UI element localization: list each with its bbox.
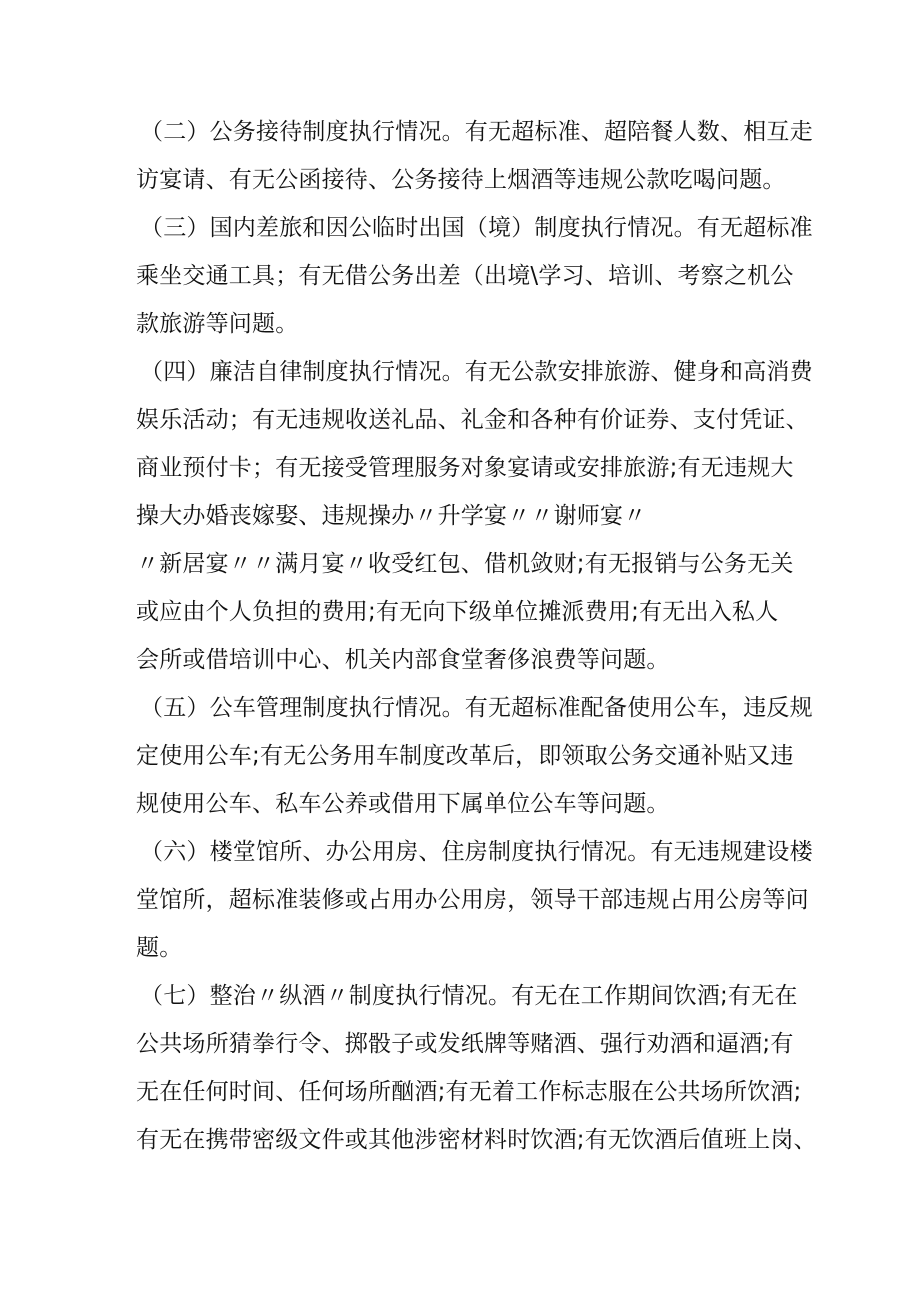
- section-2-line-1: （二）公务接待制度执行情况。有无超标准、超陪餐人数、相互走: [140, 119, 813, 145]
- section-7-line-3: 无在任何时间、任何场所酗酒;有无着工作标志服在公共场所饮酒;: [136, 1079, 802, 1105]
- section-7-line-4: 有无在携带密级文件或其他涉密材料时饮酒;有无饮酒后值班上岗、: [136, 1127, 817, 1153]
- section-5-line-3: 规使用公车、私车公养或借用下属单位公车等问题。: [136, 791, 670, 817]
- section-4-line-1: （四）廉洁自律制度执行情况。有无公款安排旅游、健身和高消费: [140, 359, 813, 385]
- section-6-line-3: 题。: [136, 935, 183, 961]
- section-6-line-1: （六）楼堂馆所、办公用房、住房制度执行情况。有无违规建设楼: [140, 839, 813, 865]
- section-6-line-2: 堂馆所，超标准装修或占用办公用房，领导干部违规占用公房等问: [136, 887, 809, 913]
- section-3-line-2: 乘坐交通工具；有无借公务出差（出境\学习、培训、考察之机公: [136, 263, 794, 289]
- section-3-line-1: （三）国内差旅和因公临时出国（境）制度执行情况。有无超标准: [140, 215, 813, 241]
- section-7-line-2: 公共场所猜拳行令、掷骰子或发纸牌等赌酒、强行劝酒和逼酒;有: [136, 1031, 794, 1057]
- section-4-line-3: 商业预付卡；有无接受管理服务对象宴请或安排旅游;有无违规大: [136, 455, 794, 481]
- section-4-line-7: 会所或借培训中心、机关内部食堂奢侈浪费等问题。: [136, 647, 670, 673]
- section-7-line-1: （七）整治〃纵酒〃制度执行情况。有无在工作期间饮酒;有无在: [140, 983, 798, 1009]
- section-3-line-3: 款旅游等问题。: [136, 311, 299, 337]
- section-4-line-5: 〃新居宴〃〃满月宴〃收受红包、借机敛财;有无报销与公务无关: [136, 551, 794, 577]
- section-5-line-2: 定使用公车;有无公务用车制度改革后，即领取公务交通补贴又违: [136, 743, 794, 769]
- section-4-line-4: 操大办婚丧嫁娶、违规操办〃升学宴〃〃谢师宴〃: [136, 503, 647, 529]
- section-4-line-2: 娱乐活动；有无违规收送礼品、礼金和各种有价证券、支付凭证、: [136, 407, 809, 433]
- section-2-line-2: 访宴请、有无公函接待、公务接待上烟酒等违规公款吃喝问题。: [136, 167, 786, 193]
- section-5-line-1: （五）公车管理制度执行情况。有无超标准配备使用公车，违反规: [140, 695, 813, 721]
- section-4-line-6: 或应由个人负担的费用;有无向下级单位摊派费用;有无出入私人: [136, 599, 779, 625]
